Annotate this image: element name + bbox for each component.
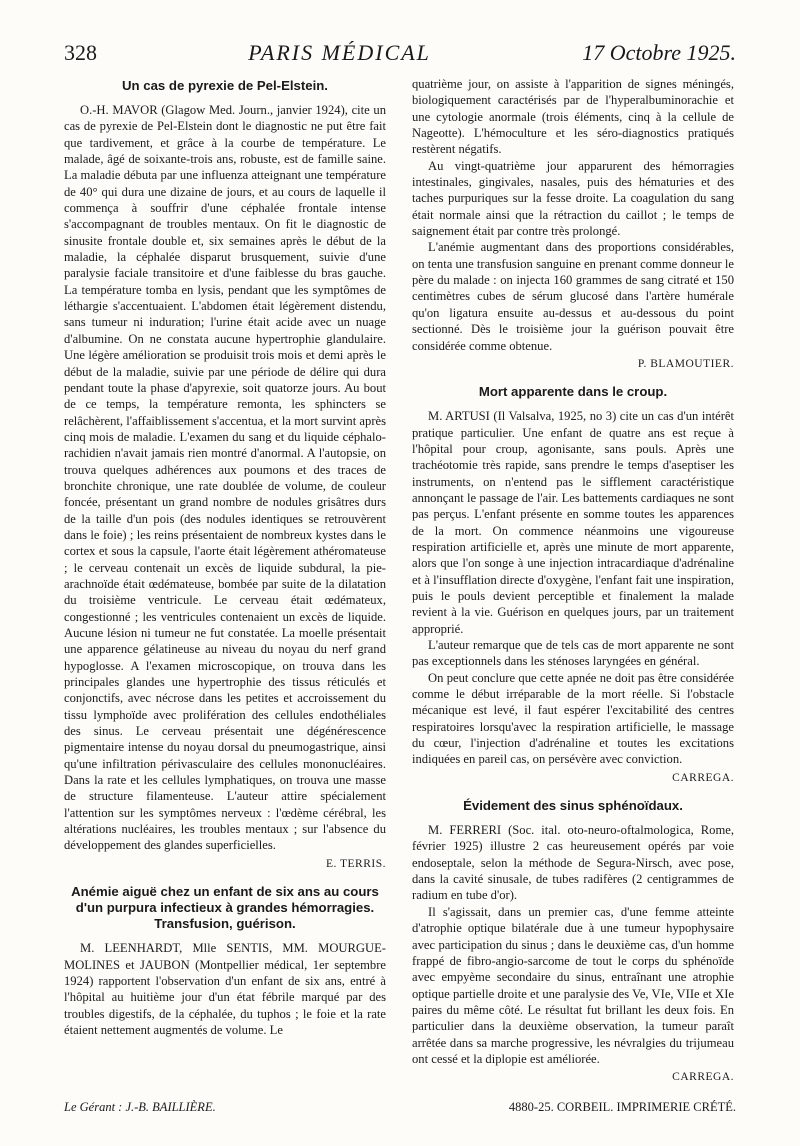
- footer-printer: 4880-25. CORBEIL. IMPRIMERIE CRÉTÉ.: [508, 1100, 736, 1114]
- article-signature: E. TERRIS.: [325, 857, 386, 870]
- article-paragraph: Il s'agissait, dans un premier cas, d'une femme atteinte d'atrophie optique bilatérale due à une tumeur hypophysaire avec participation du sinus ; dans le deuxième cas, d'un homme frappé de fibro-angio-sarcome de tout le corps du sphénoïde avec empyème secondaire du sinus, entraînant une atrophie optique partielle droite et une paralysie des Ve, VIe, VIIe et XIe paires du même côté. Le résultat fut brillant les deux fois. En particulier dans la deuxième observation, la tumeur paraît arrêtée dans sa marche progressive, les névralgies du trijumeau ont cessé et la diplopie est améliorée.: [412, 904, 734, 1066]
- article-paragraph: Au vingt-quatrième jour apparurent des hémorragies intestinales, gingivales, nasales, puis des hématuries et des taches purpuriques sur la fesse droite. La coagulation du sang était normale ainsi que la rétraction du caillot ; le temps de saignement était par contre très prolongé.: [412, 158, 734, 239]
- article-signature: P. BLAMOUTIER.: [637, 357, 734, 370]
- page-number: 328: [64, 40, 97, 65]
- article-paragraph: L'auteur remarque que de tels cas de mort apparente ne sont pas exceptionnels dans les sténoses laryngées en général.: [412, 638, 734, 669]
- article-signature: CARREGA.: [672, 771, 734, 784]
- page-header: [64, 40, 736, 70]
- article-paragraph: quatrième jour, on assiste à l'apparition de signes méningés, biologiquement caractérisés par de l'hyperalbuminorachie et une cytologie anormale (trois éléments, cinq à la cellule de Nageotte). L'hémoculture et les séro-diagnostics pratiqués restèrent négatifs.: [412, 77, 734, 157]
- article-paragraph: O.-H. MAVOR (Glagow Med. Journ., janvier 1924), cite un cas de pyrexie de Pel-Elstein dont le diagnostic ne put être fait que tardivement, et grâce à la courbe de température. Le malade, âgé de soixante-trois ans, robuste, est de famille saine. La maladie débuta par une influenza atteignant une température de 40° qui dura une dizaine de jours, et au cours de laquelle il commença à souffrir d'une céphalée frontale intense s'accompagnant de troubles mentaux. On fit le diagnostic de sinusite frontale double et, six semaines après le début de la maladie, la céphalée disparut brusquement, suivie d'une paralysie faciale transitoire et d'une faiblesse du bras gauche. La température tomba en lysis, pendant que les symptômes de léthargie s'accentuaient. L'abdomen était légèrement distendu, sans tumeur ni induration; l'urine était acide avec un nuage d'albumine. On ne constata aucune hypertrophie glandulaire. Une légère amélioration se produisit trois mois et demi après le début de la maladie, suivie par une période de délire qui dura pendant toute la phase d'apyrexie, soit quatorze jours. Au bout de ce temps, la température remonta, les sphincters se relâchèrent, l'affaiblissement s'accentua, et la mort survint après cinq mois de maladie. L'examen du sang et du liquide céphalo-rachidien n'avait jamais rien montré d'anormal. A l'autopsie, on trouva quelques adhérences aux poumons et des traces de bronchite chronique, une rate doublée de volume, de couleur foncée, présentant un grand nombre de nodules grisâtres durs de la taille d'un pois (des nodules identiques se retrouvèrent dans le foie) ; les reins présentaient de nombreux kystes dans le cortex et sous la capsule, l'aorte était légèrement athéromateuse ; le cerveau contenait un excès de liquide subdural, la pie-arachnoïde était œdémateuse, bombée par suite de la dilatation du troisième ventricule. Le cerveau était œdémateux, congestionné ; les ventricules contenaient un excès de liquide. Aucune lésion ni tumeur ne fut constatée. La moelle présentait une apparence gélatineuse au niveau du noyau du nerf grand hypoglosse. A l'examen microscopique, on trouva dans les principales glandes une hypertrophie des tissus réticulés et conjonctifs, avec nécrose dans les petites et accroissement du tissu lymphoïde avec prolifération des cellules endothéliales des sinus. Le cerveau présentait une dégénérescence pigmentaire intense du noyau dorsal du pneumogastrique, ainsi qu'une infiltration périvasculaire des cellules mononucléaires. Dans la rate et les cellules lymphatiques, on trouva une masse de structure filamenteuse. L'auteur attire spécialement l'attention sur les symptômes nerveux : l'œdème cérébral, les altérations nucléaires, les troubles mentaux ; sur l'absence du développement des glandes superficielles.: [64, 103, 386, 853]
- article-paragraph: L'anémie augmentant dans des proportions considérables, on tenta une transfusion sanguine en prenant comme donneur le père du malade : on injecta 160 grammes de sang citraté et 150 centimètres cubes de sérum glucosé dans l'artère humérale qu'on ligatura ensuite au-dessus et au-dessous du point sectionné. Dès le troisième jour la guérison pouvait être considérée comme obtenue.: [412, 240, 734, 353]
- article-paragraph: M. ARTUSI (Il Valsalva, 1925, no 3) cite un cas d'un intérêt pratique particulier. Une enfant de quatre ans est reçue à l'hôpital pour croup, agonisante, sans pouls. Après une trachéotomie très rapide, sans prendre le temps d'aseptiser les instruments, on n'entend pas le sifflement caractéristique annonçant le passage de l'air. Les battements cardiaques ne sont pas perçus. L'enfant présente en somme toutes les apparences de la mort. On commence néanmoins une vigoureuse respiration artificielle et, après une minute de mort apparente, alors que l'on songe à une injection intracardiaque d'adrénaline et à l'insufflation directe d'oxygène, l'enfant fait une inspiration, puis le pouls devient perceptible et finalement la malade revient à la vie. Guérison en quelques jours, par un traitement approprié.: [412, 409, 734, 636]
- left-column: [64, 76, 386, 1038]
- article-title-croup: Mort apparente dans le croup.: [478, 384, 668, 400]
- article-paragraph: On peut conclure que cette apnée ne doit pas être considérée comme le début irréparable de la mort réelle. Si l'obstacle mécanique est levé, il faut espérer l'excitabilité des centres respiratoires lorsqu'avec la respiration artificielle, le massage du cœur, l'injection d'adrénaline et toutes les excitations indiquées en pareil cas, on persévère avec conviction.: [412, 670, 734, 767]
- issue-date: 17 Octobre 1925.: [582, 40, 736, 65]
- footer-manager: Le Gérant : J.-B. BAILLIÈRE.: [64, 1100, 216, 1114]
- right-column: [412, 76, 734, 1098]
- journal-title: PARIS MÉDICAL: [248, 40, 431, 65]
- article-paragraph: M. LEENHARDT, Mlle SENTIS, MM. MOURGUE-MOLINES et JAUBON (Montpellier médical, 1er septembre 1924) rapportent l'observation d'un enfant de six ans, entré à l'hôpital au huitième jour d'un état fébrile marqué par des troubles digestifs, de la céphalée, du tuphos ; le foie et la rate étaient nettement augmentés de volume. Le: [64, 941, 386, 1037]
- article-title-sinus: Évidement des sinus sphénoïdaux.: [463, 798, 683, 814]
- page-footer: [64, 1100, 736, 1115]
- article-title-anemie: Anémie aiguë chez un enfant de six ans au cours d'un purpura infectieux à grandes hémorragies. Transfusion, guérison.: [71, 884, 379, 932]
- article-title-pyrexie: Un cas de pyrexie de Pel-Elstein.: [122, 78, 328, 93]
- article-signature: CARREGA.: [672, 1071, 734, 1084]
- article-paragraph: M. FERRERI (Soc. ital. oto-neuro-oftalmologica, Rome, février 1925) illustre 2 cas heureusement opérés par voie endoseptale, selon la méthode de Segura-Nirsch, avec pose, dans la cavité sinusale, de tubes radifères (2 centigrammes de radium en tube d'or).: [412, 823, 734, 903]
